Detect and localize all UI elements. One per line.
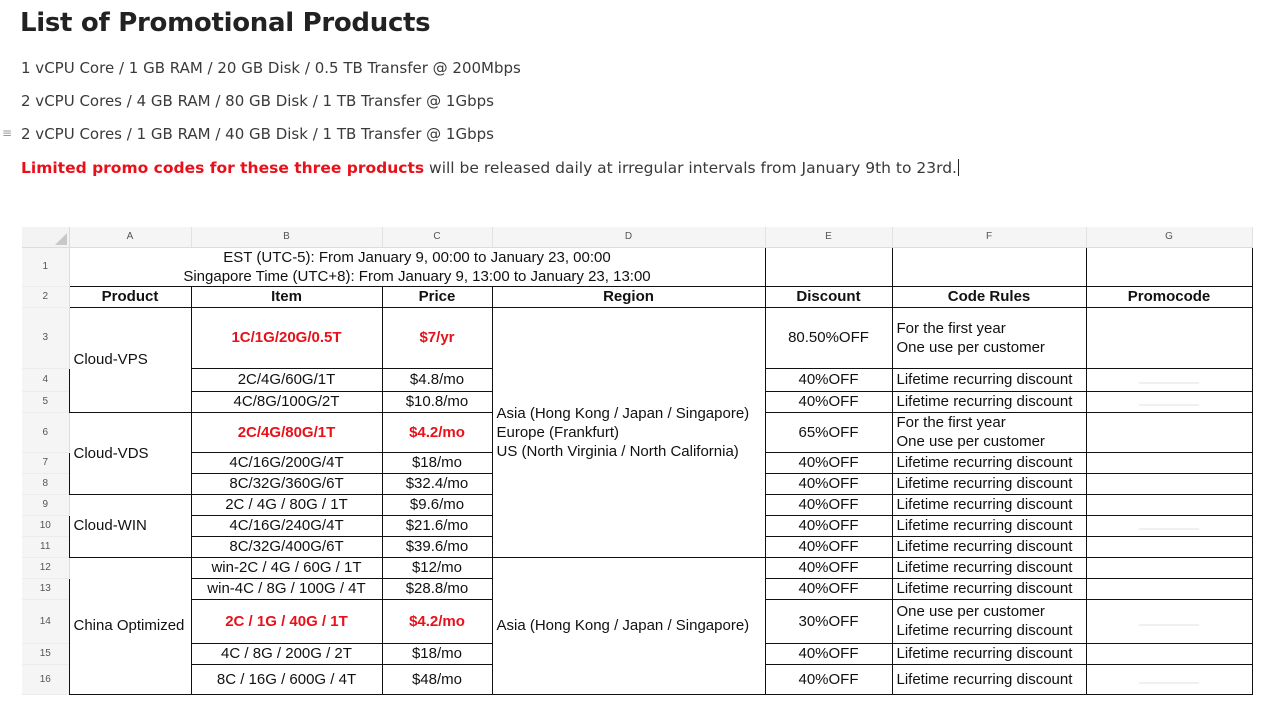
promocode-cell[interactable] <box>1086 515 1252 536</box>
discount-cell[interactable]: 80.50%OFF <box>765 307 892 368</box>
price-cell[interactable]: $4.8/mo <box>382 368 492 391</box>
rules-cell[interactable] <box>892 599 1086 643</box>
row-header-5[interactable]: 5 <box>22 391 69 412</box>
promocode-cell[interactable] <box>1086 557 1252 578</box>
column-header-e[interactable]: E <box>765 227 892 247</box>
rules-cell[interactable]: Lifetime recurring discount <box>892 368 1086 391</box>
promo-table <box>22 227 1253 695</box>
price-cell[interactable]: $18/mo <box>382 643 492 664</box>
price-cell[interactable]: $18/mo <box>382 452 492 473</box>
product-cloud-vds[interactable]: Cloud-VDS <box>69 412 191 494</box>
cell-g1[interactable] <box>1086 247 1252 286</box>
column-header-b[interactable]: B <box>191 227 382 247</box>
header-discount[interactable]: Discount <box>765 286 892 307</box>
rules-cell[interactable]: Lifetime recurring discount <box>892 473 1086 494</box>
row-header-3[interactable]: 3 <box>22 307 69 368</box>
row-header-8[interactable]: 8 <box>22 473 69 494</box>
promocode-cell[interactable] <box>1086 307 1252 368</box>
price-cell[interactable]: $9.6/mo <box>382 494 492 515</box>
rule-first-year: For the first year <box>896 319 1006 337</box>
time-singapore: Singapore Time (UTC+8): From January 9, 13:00 to January 23, 13:00 <box>183 267 651 285</box>
header-code-rules[interactable]: Code Rules <box>892 286 1086 307</box>
row-header-15[interactable]: 15 <box>22 643 69 664</box>
rule-first-year: For the first year <box>896 414 1006 431</box>
discount-cell[interactable]: 40%OFF <box>765 664 892 694</box>
promocode-cell[interactable] <box>1086 643 1252 664</box>
row-header-1[interactable]: 1 <box>22 247 69 286</box>
header-product[interactable]: Product <box>69 286 191 307</box>
item-cell[interactable]: 4C / 8G / 200G / 2T <box>191 643 382 664</box>
price-cell[interactable]: $12/mo <box>382 557 492 578</box>
item-cell[interactable]: 2C/4G/60G/1T <box>191 368 382 391</box>
region-asia: Asia (Hong Kong / Japan / Singapore) <box>496 404 750 422</box>
rule-one-use: One use per customer <box>896 338 1045 356</box>
drag-handle-icon[interactable]: ≡ <box>2 126 13 140</box>
cell-f1[interactable] <box>892 247 1086 286</box>
header-promocode[interactable]: Promocode <box>1086 286 1252 307</box>
header-region[interactable]: Region <box>492 286 765 307</box>
price-cell[interactable]: $48/mo <box>382 664 492 694</box>
discount-cell[interactable]: 65%OFF <box>765 412 892 452</box>
rules-cell[interactable] <box>892 307 1086 368</box>
cell-e1[interactable] <box>765 247 892 286</box>
header-price[interactable]: Price <box>382 286 492 307</box>
promo-notice-text: will be released daily at irregular intervals from January 9th to 23rd. <box>424 159 957 177</box>
promocode-cell[interactable] <box>1086 599 1252 643</box>
rule-one-use: One use per customer <box>896 433 1045 450</box>
item-cell[interactable]: 2C/4G/80G/1T <box>191 412 382 452</box>
row-header-14[interactable]: 14 <box>22 599 69 643</box>
discount-cell[interactable]: 40%OFF <box>765 494 892 515</box>
promocode-cell[interactable] <box>1086 412 1252 452</box>
rule-lifetime: Lifetime recurring discount <box>896 622 1073 639</box>
item-cell[interactable]: 8C/32G/400G/6T <box>191 536 382 557</box>
item-cell[interactable]: 1C/1G/20G/0.5T <box>191 307 382 368</box>
rule-one-use: One use per customer <box>896 603 1045 620</box>
discount-cell[interactable]: 40%OFF <box>765 473 892 494</box>
region-china[interactable]: Asia (Hong Kong / Japan / Singapore) <box>492 557 765 694</box>
spec-line-3: 2 vCPU Cores / 1 GB RAM / 40 GB Disk / 1 TB Transfer @ 1Gbps <box>21 125 494 143</box>
price-cell[interactable]: $4.2/mo <box>382 412 492 452</box>
row-header-7[interactable]: 7 <box>22 452 69 473</box>
row-header-11[interactable]: 11 <box>22 536 69 557</box>
promocode-cell[interactable] <box>1086 368 1252 391</box>
redacted-code <box>1139 624 1199 626</box>
item-cell[interactable]: 4C/16G/240G/4T <box>191 515 382 536</box>
promocode-cell[interactable] <box>1086 578 1252 599</box>
discount-cell[interactable]: 40%OFF <box>765 515 892 536</box>
column-header-d[interactable]: D <box>492 227 765 247</box>
select-all-corner[interactable] <box>22 227 69 247</box>
discount-cell[interactable]: 40%OFF <box>765 578 892 599</box>
rules-cell[interactable]: Lifetime recurring discount <box>892 643 1086 664</box>
price-cell[interactable]: $32.4/mo <box>382 473 492 494</box>
rules-cell[interactable]: Lifetime recurring discount <box>892 578 1086 599</box>
item-cell[interactable]: 4C/8G/100G/2T <box>191 391 382 412</box>
discount-cell[interactable]: 40%OFF <box>765 643 892 664</box>
item-cell[interactable]: 8C/32G/360G/6T <box>191 473 382 494</box>
promocode-cell[interactable] <box>1086 452 1252 473</box>
price-cell[interactable]: $21.6/mo <box>382 515 492 536</box>
rules-cell[interactable]: Lifetime recurring discount <box>892 557 1086 578</box>
item-cell[interactable]: 4C/16G/200G/4T <box>191 452 382 473</box>
price-cell[interactable]: $39.6/mo <box>382 536 492 557</box>
region-europe: Europe (Frankfurt) <box>496 423 620 441</box>
discount-cell[interactable]: 40%OFF <box>765 391 892 412</box>
price-cell[interactable]: $10.8/mo <box>382 391 492 412</box>
row-header-9[interactable]: 9 <box>22 494 69 515</box>
column-header-g[interactable]: G <box>1086 227 1252 247</box>
promo-spreadsheet <box>22 227 1253 695</box>
discount-cell[interactable]: 40%OFF <box>765 536 892 557</box>
rules-cell[interactable]: Lifetime recurring discount <box>892 536 1086 557</box>
row-header-10[interactable]: 10 <box>22 515 69 536</box>
item-cell[interactable]: 2C / 4G / 80G / 1T <box>191 494 382 515</box>
item-cell[interactable]: win-2C / 4G / 60G / 1T <box>191 557 382 578</box>
item-cell[interactable]: 2C / 1G / 40G / 1T <box>191 599 382 643</box>
time-range-cell[interactable] <box>69 247 765 286</box>
promocode-cell[interactable] <box>1086 664 1252 694</box>
promocode-cell[interactable] <box>1086 536 1252 557</box>
promocode-cell[interactable] <box>1086 391 1252 412</box>
row-header-4[interactable]: 4 <box>22 368 69 391</box>
promo-notice-highlight: Limited promo codes for these three products <box>21 159 425 177</box>
row-header-12[interactable]: 12 <box>22 557 69 578</box>
rules-cell[interactable]: Lifetime recurring discount <box>892 494 1086 515</box>
product-cloud-vps[interactable]: Cloud-VPS <box>69 307 191 412</box>
column-header-a[interactable]: A <box>69 227 191 247</box>
column-header-c[interactable]: C <box>382 227 492 247</box>
header-item[interactable]: Item <box>191 286 382 307</box>
row-header-6[interactable]: 6 <box>22 412 69 452</box>
price-cell[interactable]: $7/yr <box>382 307 492 368</box>
redacted-code <box>1139 528 1199 530</box>
promocode-cell[interactable] <box>1086 473 1252 494</box>
discount-cell[interactable]: 40%OFF <box>765 452 892 473</box>
discount-cell[interactable]: 30%OFF <box>765 599 892 643</box>
promo-notice[interactable] <box>21 159 959 177</box>
item-cell[interactable]: 8C / 16G / 600G / 4T <box>191 664 382 694</box>
region-main[interactable] <box>492 307 765 557</box>
rules-cell[interactable]: Lifetime recurring discount <box>892 391 1086 412</box>
rules-cell[interactable]: Lifetime recurring discount <box>892 515 1086 536</box>
text-cursor <box>958 159 959 176</box>
redacted-code <box>1139 404 1199 406</box>
price-cell[interactable]: $28.8/mo <box>382 578 492 599</box>
item-cell[interactable]: win-4C / 8G / 100G / 4T <box>191 578 382 599</box>
discount-cell[interactable]: 40%OFF <box>765 557 892 578</box>
row-header-2[interactable]: 2 <box>22 286 69 307</box>
row-header-16[interactable]: 16 <box>22 664 69 694</box>
region-us: US (North Virginia / North California) <box>496 442 739 460</box>
rules-cell[interactable]: Lifetime recurring discount <box>892 664 1086 694</box>
row-header-13[interactable]: 13 <box>22 578 69 599</box>
promocode-cell[interactable] <box>1086 494 1252 515</box>
spec-line-2: 2 vCPU Cores / 4 GB RAM / 80 GB Disk / 1 TB Transfer @ 1Gbps <box>21 92 494 110</box>
price-cell[interactable]: $4.2/mo <box>382 599 492 643</box>
product-china-optimized[interactable]: China Optimized <box>69 557 191 694</box>
product-cloud-win[interactable]: Cloud-WIN <box>69 494 191 557</box>
rules-cell[interactable]: Lifetime recurring discount <box>892 452 1086 473</box>
rules-cell[interactable] <box>892 412 1086 452</box>
time-est: EST (UTC-5): From January 9, 00:00 to January 23, 00:00 <box>223 248 611 266</box>
spec-line-1: 1 vCPU Core / 1 GB RAM / 20 GB Disk / 0.5 TB Transfer @ 200Mbps <box>21 59 521 77</box>
redacted-code <box>1139 382 1199 384</box>
page-title: List of Promotional Products <box>20 8 431 38</box>
column-header-f[interactable]: F <box>892 227 1086 247</box>
discount-cell[interactable]: 40%OFF <box>765 368 892 391</box>
redacted-code <box>1139 682 1199 684</box>
